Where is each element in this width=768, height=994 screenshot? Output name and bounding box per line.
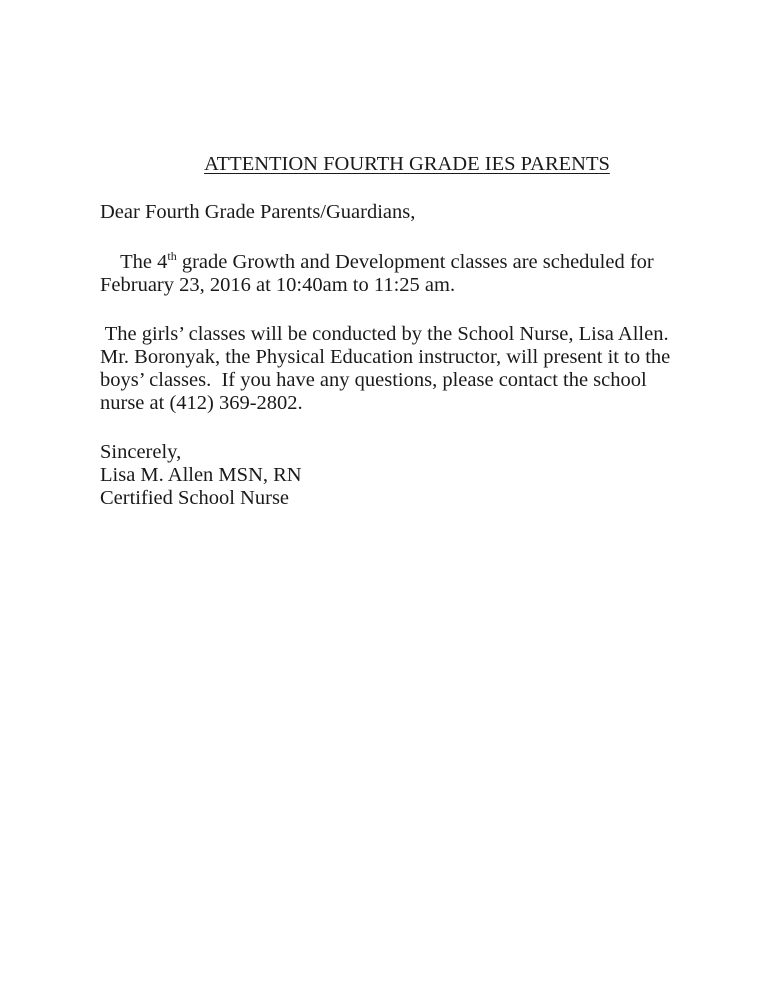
signer-name: Lisa M. Allen MSN, RN bbox=[100, 464, 302, 486]
document-title bbox=[0, 152, 768, 176]
closing-valediction: Sincerely, bbox=[100, 441, 182, 463]
paragraph-details-line-2: Mr. Boronyak, the Physical Education instructor, will present it to the bbox=[100, 346, 671, 368]
paragraph-details-line-1: The girls’ classes will be conducted by the School Nurse, Lisa Allen. bbox=[100, 323, 669, 345]
paragraph-details-line-3: boys’ classes. If you have any questions, please contact the school bbox=[100, 369, 647, 391]
schedule-text-end: grade Growth and Development classes are scheduled for bbox=[176, 251, 654, 273]
paragraph-schedule-line-2: February 23, 2016 at 10:40am to 11:25 am. bbox=[100, 274, 456, 296]
paragraph-schedule-line-1 bbox=[100, 250, 654, 274]
schedule-text-start: The 4 bbox=[100, 251, 168, 273]
paragraph-details-line-4: nurse at (412) 369-2802. bbox=[100, 392, 303, 414]
salutation: Dear Fourth Grade Parents/Guardians, bbox=[100, 201, 416, 223]
title-text: ATTENTION FOURTH GRADE IES PARENTS bbox=[204, 153, 610, 175]
signer-role: Certified School Nurse bbox=[100, 487, 290, 509]
ordinal-superscript: th bbox=[167, 249, 177, 263]
